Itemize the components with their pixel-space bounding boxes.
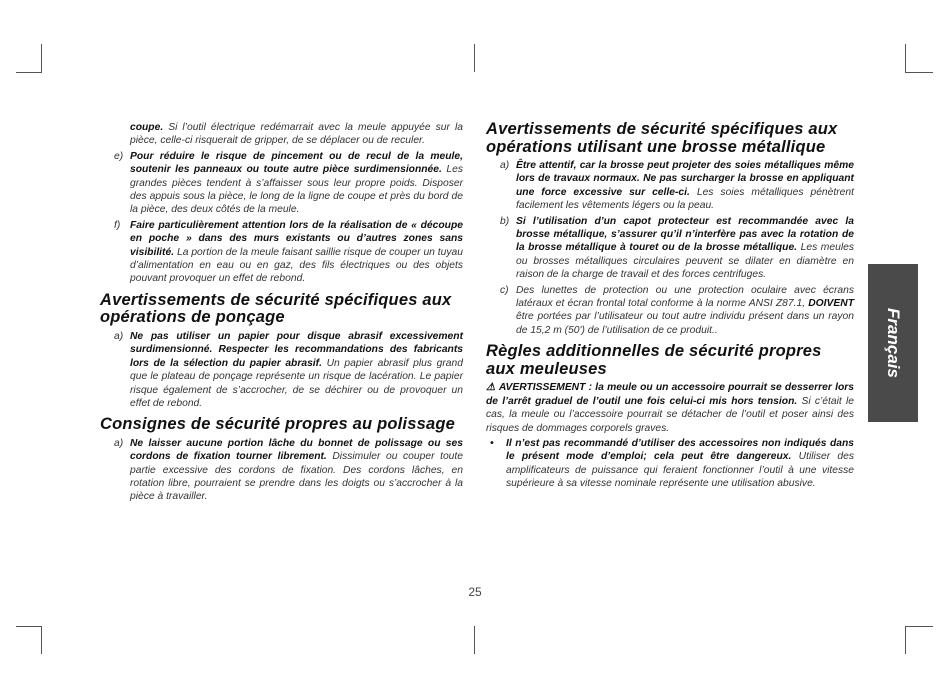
crop-mark (16, 626, 42, 627)
item-text: Les soies métalliques pénètrent facilement les vêtements légers ou la peau. (516, 186, 854, 212)
item-label: a) (114, 437, 124, 449)
item-bold: Faire particulièrement attention lors de la réalisation de « découpe en poche » dans des murs existants ou d’autres zones sans visibilité. (130, 219, 463, 258)
crop-mark (905, 626, 933, 627)
crop-mark (474, 626, 475, 654)
list-item (100, 330, 463, 410)
crop-mark (41, 44, 42, 72)
coupe-text: Si l’outil électrique redémarrait avec la meule appuyée sur la pièce, celle-ci risquerait de gripper, de se déplacer ou de reculer. (130, 122, 463, 147)
crop-mark (905, 72, 933, 73)
item-label: e) (114, 150, 124, 162)
item-text: Les grandes pièces tendent à s’affaisser sous leur propre poids. Disposer des appuis sous la pièce, le long de la ligne de coupe et près du bord de la pièce, des deux côtés de la meule. (130, 164, 463, 216)
item-bold: DOIVENT (808, 298, 854, 310)
warning-icon: ⚠ (486, 382, 496, 394)
item-bold: Si l’utilisation d’un capot protecteur est recommandée avec la brosse métallique, s’assurer qu’il n’interfère pas avec la rotation de la brosse métallique à touret ou de la brosse métallique. (516, 215, 854, 254)
item-text: Les meules ou brosses métalliques circulaires peuvent se dilater en diamètre en raison de la charge de travail et des forces centrifuges. (516, 242, 854, 281)
bullet-icon: • (490, 437, 494, 449)
item-bold: Pour réduire le risque de pincement ou de recul de la meule, soutenir les panneaux ou toute autre pièce surdimensionnée. (130, 150, 463, 176)
item-text: La portion de la meule faisant saillie risque de couper un tuyau d’alimentation en eau ou en gaz, des fils électriques ou des objets pouvant provoquer un effet de rebond. (130, 246, 463, 285)
crop-mark (905, 44, 906, 72)
warning-bold: AVERTISSEMENT : la meule ou un accessoire pourrait se desserrer lors de l’arrêt graduel de l’outil une fois celui-ci mis hors tension. (486, 382, 854, 407)
heading-polishing: Consignes de sécurité propres au polissage (100, 415, 456, 434)
item-label: a) (500, 160, 510, 171)
right-column (486, 121, 854, 493)
item-label: f) (114, 219, 121, 231)
language-tab-label: Français (884, 308, 903, 378)
item-bold: Ne pas utiliser un papier pour disque abrasif excessivement surdimensionné. Respecter les recommandations des fabricants lors de la sélection du papier abrasif. (130, 330, 463, 369)
bullet-bold: Il n’est pas recommandé d’utiliser des accessoires non indiqués dans le présent mode d’emploi; cela peut être dangereux. (506, 437, 854, 463)
item-label: b) (500, 215, 510, 227)
list-item (100, 437, 463, 504)
list-item (486, 159, 854, 213)
page-number: 25 (468, 585, 482, 599)
heading-sanding: Avertissements de sécurité spécifiques aux opérations de ponçage (100, 290, 452, 327)
coupe-paragraph (100, 121, 463, 148)
crop-mark (474, 44, 475, 72)
warning-text: Si c’était le cas, la meule ou l’accessoire pourrait se détacher de l’outil et poser ainsi des risques de dommages corporels graves. (486, 395, 854, 434)
language-tab (868, 264, 918, 422)
item-text: être portées par l’utilisateur ou tout autre individu présent dans un rayon de 15,2 m (50') de l’utilisation de ce produit.. (516, 311, 854, 336)
coupe-bold: coupe. (130, 122, 164, 133)
crop-mark (41, 626, 42, 654)
item-text: Un papier abrasif plus grand que le plateau de ponçage représente un risque de lacération. Le papier risque également de s’accrocher, de se déchirer ou de provoquer un effet de rebond. (130, 357, 463, 409)
item-text: Dissimuler ou couper toute partie excessive des cordons de fixation. Des cordons lâches, en rotation libre, pourraient se prendre dans les doigts ou s’accrocher à la pièce à travailler. (130, 451, 463, 503)
item-bold: Ne laisser aucune portion lâche du bonnet de polissage ou ses cordons de fixation tourner librement. (130, 437, 463, 463)
list-item (486, 215, 854, 282)
warning-paragraph (486, 381, 854, 435)
left-column (100, 121, 463, 506)
crop-mark (905, 626, 906, 654)
list-item (100, 219, 463, 286)
item-text-before: Des lunettes de protection ou une protection oculaire avec écrans latéraux et écran frontal total conforme à la norme ANSI Z87.1, (516, 284, 854, 310)
bullet-text: Utiliser des amplificateurs de puissance qui feraient fonctionner l’outil à une vitesse supérieure à sa vitesse nominale représente une utilisation abusive. (506, 451, 854, 490)
list-item (100, 150, 463, 217)
list-item (486, 284, 854, 338)
item-label: a) (114, 330, 124, 342)
item-label: c) (500, 284, 509, 296)
bullet-item (486, 437, 854, 491)
heading-wire-brush: Avertissements de sécurité spécifiques aux opérations utilisant une brosse métallique (486, 120, 838, 156)
item-bold: Être attentif, car la brosse peut projeter des soies métalliques même lors de travaux normaux. Ne pas surcharger la brosse en appliquant une force excessive sur celle-ci. (516, 160, 854, 198)
crop-mark (16, 72, 42, 73)
heading-additional-rules: Règles additionnelles de sécurité propres aux meuleuses (486, 342, 822, 378)
